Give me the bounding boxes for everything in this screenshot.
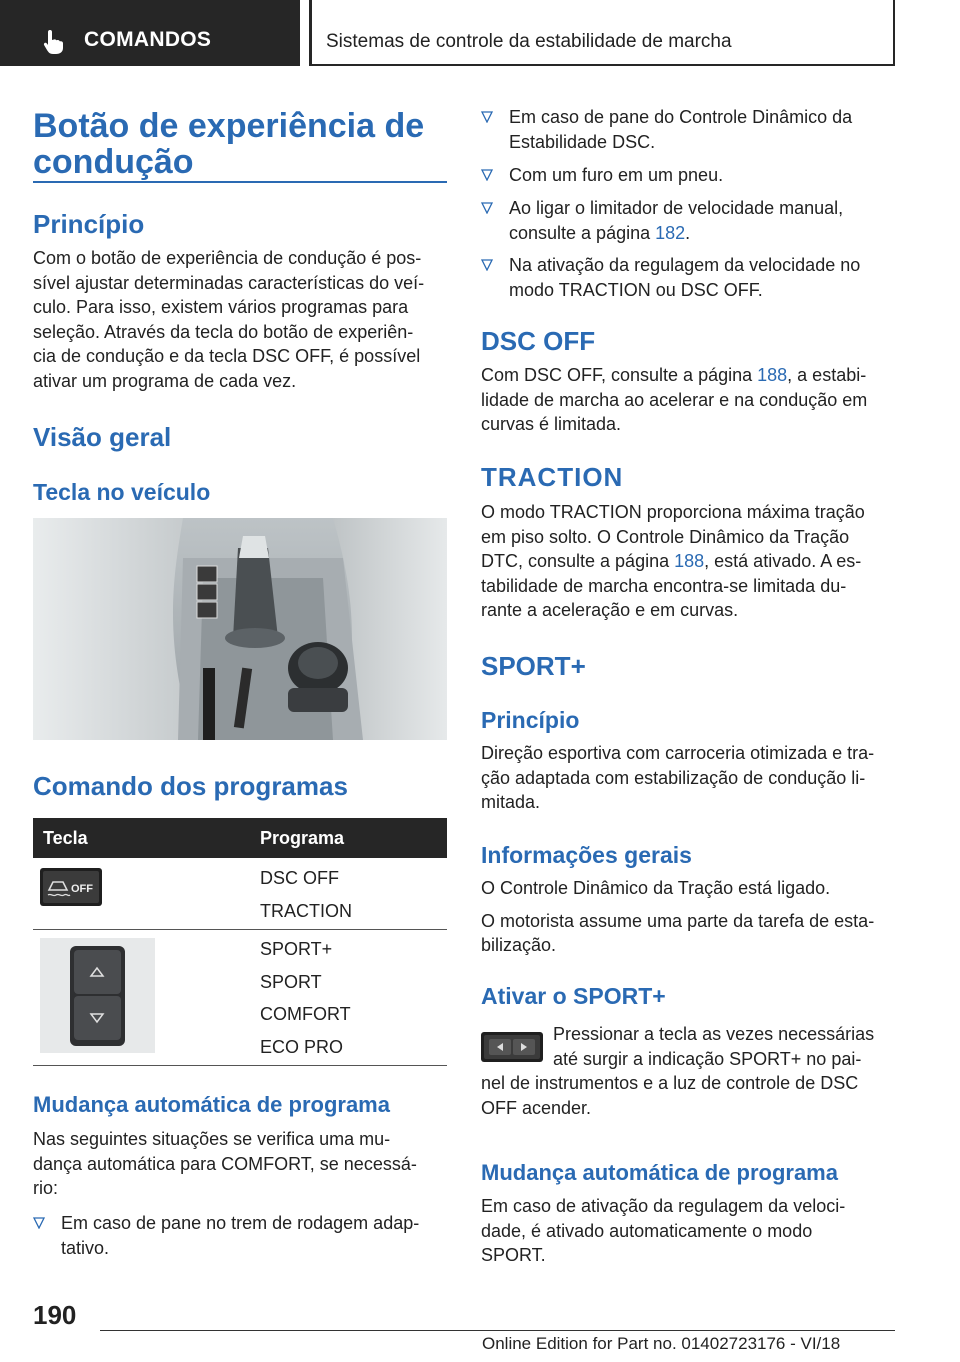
header-tab [0,0,300,66]
text-line: mitada. [481,792,541,812]
footer-edition: Online Edition for Part no. 01402723176 - VI/18 [482,1334,841,1353]
header-rule [312,64,895,66]
text-line: Com o botão de experiência de condução é pos- [33,248,422,268]
principio-heading: Princípio [33,209,145,239]
text-line: nel de instrumentos e a luz de controle de DSC [481,1073,859,1093]
info-gerais-heading: Informações gerais [481,842,692,868]
principio-text-right [481,741,901,815]
page-link-188[interactable]: 188 [757,365,788,385]
bullet-item [33,1211,461,1260]
text-line [481,363,901,388]
bullet-triangle-icon [481,259,493,271]
page-link-188[interactable]: 188 [674,551,705,571]
table-header-tecla: Tecla [43,828,88,848]
mudanca-text-right [481,1194,901,1268]
page-number: 190 [33,1300,77,1330]
bullet-item [481,163,909,188]
text-line: modo TRACTION ou DSC OFF. [509,279,763,300]
page-link-182[interactable]: 182 [655,222,686,243]
mudanca-heading-right: Mudança automática de programa [481,1160,838,1185]
text-line: rante a aceleração e em curvas. [481,600,739,620]
page-title-line1: Botão de experiência de [33,107,425,145]
text-span: , a estabi- [787,365,867,385]
title-underline [33,181,447,183]
dsc-off-text [481,363,901,437]
dsc-off-heading: DSC OFF [481,326,596,356]
bullet-item [481,196,909,245]
mudanca-heading-left: Mudança automática de programa [33,1092,390,1117]
text-line: rio: [33,1178,59,1198]
program-sport: SPORT [260,971,322,992]
sport-switch-key-icon [481,1032,543,1062]
text-line: culo. Para isso, existem vários programas para [33,297,409,317]
tecla-heading: Tecla no veículo [33,479,211,505]
bullet-triangle-icon [481,202,493,214]
text-line: Em caso de pane do Controle Dinâmico da [509,107,853,127]
bullet-item [481,105,909,154]
text-line [481,549,901,574]
dsc-off-key-text: OFF [71,883,93,895]
program-eco-pro: ECO PRO [260,1036,344,1057]
traction-heading: TRACTION [481,462,624,492]
bullet-triangle-icon [481,169,493,181]
text-line: ativar um programa de cada vez. [33,370,297,391]
text-line: SPORT. [481,1245,546,1265]
text-line: Nas seguintes situações se verifica uma mu- [33,1129,391,1149]
bullet-item [481,253,909,302]
text-line: cia de condução e da tecla DSC OFF, é possível [33,346,421,366]
text-line: dade, é ativado automaticamente o modo [481,1220,813,1241]
mudanca-text-left [33,1127,453,1201]
principio-text [33,246,453,393]
bullet-triangle-icon [481,111,493,123]
principio-heading-right: Princípio [481,707,580,733]
text-span: consulte a página [509,222,656,243]
text-line: O Controle Dinâmico da Tração está ligado. [481,878,831,898]
ativar-text-short [553,1022,893,1071]
text-line: OFF acender. [481,1097,592,1118]
text-line: Na ativação da regulagem da velocidade no [509,255,861,275]
header-tab-label: COMANDOS [84,28,212,51]
info-gerais-text [481,876,901,958]
header-section-title: Sistemas de controle da estabilidade de marcha [326,31,732,52]
sport-plus-heading: SPORT+ [481,651,586,681]
header-right-edge [893,0,895,66]
header-divider [309,0,312,66]
driving-experience-switch-icon [40,938,155,1053]
text-line: Em caso de pane no trem de rodagem adap- [61,1213,420,1233]
program-traction: TRACTION [260,900,352,921]
text-line: seleção. Através da tecla do botão de experiên- [33,321,414,342]
text-line: lidade de marcha ao acelerar e na condução em [481,389,868,410]
text-line: tativo. [61,1237,110,1258]
text-line: Estabilidade DSC. [509,131,656,152]
text-line: em piso solto. O Controle Dinâmico da Tração [481,526,850,547]
table-row-2-programs [260,937,351,1059]
table-row-divider [33,929,447,930]
program-sport-plus: SPORT+ [260,939,333,959]
text-line: Em caso de ativação da regulagem da veloci- [481,1196,846,1216]
text-line: Com um furo em um pneu. [509,165,724,185]
table-row-1-programs [260,866,352,923]
text-line: até surgir a indicação SPORT+ no pai- [553,1048,862,1069]
text-line [509,221,909,246]
text-span: DTC, consulte a página [481,551,675,571]
hand-pointer-icon [42,29,66,55]
text-line: curvas é limitada. [481,414,622,434]
table-bottom-rule [33,1065,447,1066]
text-line: O motorista assume uma parte da tarefa de esta- [481,910,875,931]
comando-heading: Comando dos programas [33,771,348,801]
text-span: . [685,222,691,243]
text-line: bilização. [481,935,557,955]
table-header [33,818,447,858]
text-line: Pressionar a tecla as vezes necessárias [553,1024,875,1044]
text-line: sível ajustar determinadas características do veí- [33,272,425,293]
traction-text [481,500,901,623]
page-title-line2: condução [33,143,194,181]
text-span: , está ativado. A es- [704,551,862,571]
program-dsc-off: DSC OFF [260,868,339,888]
footer-rule [100,1330,895,1331]
text-line: ção adaptada com estabilização de condução li- [481,767,866,788]
ativar-text-full [481,1071,901,1120]
text-line: Direção esportiva com carroceria otimizada e tra- [481,743,875,763]
text-span: Com DSC OFF, consulte a página [481,365,758,385]
ativar-sport-heading: Ativar o SPORT+ [481,983,666,1009]
dsc-off-key-icon [40,868,102,906]
text-line: Ao ligar o limitador de velocidade manual, [509,198,844,218]
visao-geral-heading: Visão geral [33,422,172,452]
text-line: dança automática para COMFORT, se necessá- [33,1153,417,1174]
text-line: O modo TRACTION proporciona máxima tração [481,502,865,522]
bullet-triangle-icon [33,1217,45,1229]
text-line: tabilidade de marcha encontra-se limitada du- [481,575,847,596]
program-comfort: COMFORT [260,1004,351,1024]
table-header-programa: Programa [260,828,345,848]
vehicle-console-photo [33,518,447,740]
